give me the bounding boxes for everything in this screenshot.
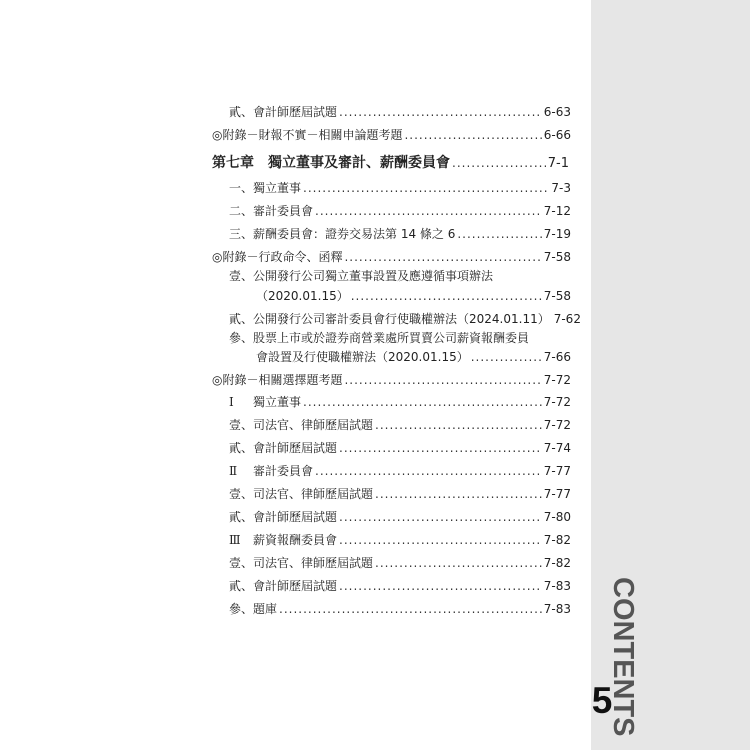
dot-leader xyxy=(339,440,542,456)
chapter-title: 第七章 獨立董事及審計、薪酬委員會 xyxy=(212,155,450,171)
toc-entry-page: 7-77 xyxy=(543,487,571,501)
dot-leader xyxy=(375,486,542,502)
toc-entry-page: 7-83 xyxy=(543,602,571,616)
toc-section-entry[interactable] xyxy=(229,394,571,410)
toc-entry-page: 7-77 xyxy=(543,464,571,478)
toc-entry-page: 7-72 xyxy=(543,418,571,432)
toc-entry[interactable] xyxy=(229,311,581,327)
toc-entry[interactable] xyxy=(229,417,571,433)
toc-entry-page: 7-3 xyxy=(551,181,571,195)
toc-entry[interactable] xyxy=(229,203,571,219)
dot-leader xyxy=(375,417,542,433)
toc-entry[interactable] xyxy=(229,440,571,456)
toc-entry[interactable] xyxy=(229,180,571,196)
toc-entry-page: 7-66 xyxy=(543,350,571,364)
toc-entry[interactable] xyxy=(229,486,571,502)
toc-entry[interactable] xyxy=(256,349,571,365)
toc-entry-title: 壹、司法官、律師歷屆試題 xyxy=(229,487,374,501)
toc-entry-page: 6-63 xyxy=(543,105,571,119)
toc-entry[interactable] xyxy=(229,104,571,120)
dot-leader xyxy=(315,203,542,219)
toc-entry-title: ◎附錄－相關選擇題考題 xyxy=(212,373,343,387)
toc-section-entry[interactable] xyxy=(229,463,571,479)
toc-entry-title: 貳、會計師歷屆試題 xyxy=(229,510,338,524)
toc-entry-page: 7-58 xyxy=(543,250,571,264)
toc-entry-page: 7-74 xyxy=(543,441,571,455)
toc-section-entry[interactable] xyxy=(229,532,571,548)
toc-entry-page: 7-72 xyxy=(543,373,571,387)
toc-entry-page: 6-66 xyxy=(543,128,571,142)
dot-leader xyxy=(457,226,541,242)
contents-label: CONTENTS xyxy=(607,577,639,737)
toc-entry-title[interactable]: 參、股票上市或於證券商營業處所買賣公司薪資報酬委員 xyxy=(229,331,530,345)
toc-entry-title: 貳、會計師歷屆試題 xyxy=(229,105,338,119)
toc-entry-title: 三、薪酬委員會：證券交易法第 14 條之 6 xyxy=(229,227,456,241)
toc-entry[interactable] xyxy=(212,249,571,265)
toc-entry-title: 貳、會計師歷屆試題 xyxy=(229,579,338,593)
toc-entry[interactable] xyxy=(229,578,571,594)
toc-entry-page: 7-12 xyxy=(543,204,571,218)
toc-entry-title: ◎附錄－財報不實－相關申論題考題 xyxy=(212,128,403,142)
toc-entry-page: 7-58 xyxy=(543,289,571,303)
toc-entry-page: 7-80 xyxy=(543,510,571,524)
dot-leader xyxy=(339,104,542,120)
dot-leader xyxy=(404,127,541,143)
dot-leader xyxy=(452,155,546,171)
roman-numeral: Ⅱ xyxy=(229,464,238,478)
dot-leader xyxy=(344,372,541,388)
dot-leader xyxy=(303,394,542,410)
toc-entry-title: 參、題庫 xyxy=(229,602,278,616)
page-number: 5 xyxy=(591,680,613,721)
toc-entry[interactable] xyxy=(212,372,571,388)
toc-entry-title: 獨立董事 xyxy=(253,395,302,409)
toc-entry[interactable] xyxy=(229,509,571,525)
toc-entry-title: 壹、司法官、律師歷屆試題 xyxy=(229,556,374,570)
toc-entry[interactable] xyxy=(229,601,571,617)
toc-entry-title: 審計委員會 xyxy=(253,464,314,478)
toc-entry-page: 7-62 xyxy=(553,312,581,326)
toc-entry-title: ◎附錄－行政命令、函釋 xyxy=(212,250,343,264)
toc-entry-page: 7-19 xyxy=(543,227,571,241)
roman-numeral: Ⅰ xyxy=(229,395,234,409)
toc-entry-page: 7-72 xyxy=(543,395,571,409)
dot-leader xyxy=(471,349,542,365)
dot-leader xyxy=(339,578,542,594)
roman-numeral: Ⅲ xyxy=(229,533,241,547)
dot-leader xyxy=(339,509,542,525)
toc-entry-page: 7-82 xyxy=(543,556,571,570)
dot-leader xyxy=(303,180,549,196)
dot-leader xyxy=(375,555,542,571)
toc-entry[interactable] xyxy=(229,226,571,242)
toc-entry[interactable] xyxy=(256,288,571,304)
dot-leader xyxy=(339,532,542,548)
dot-leader xyxy=(279,601,542,617)
toc-entry-page: 7-83 xyxy=(543,579,571,593)
toc-entry-title: 貳、公開發行公司審計委員會行使職權辦法（2024.01.11） xyxy=(229,312,550,326)
toc-entry-title: 貳、會計師歷屆試題 xyxy=(229,441,338,455)
toc-entry-title[interactable]: 壹、公開發行公司獨立董事設置及應遵循事項辦法 xyxy=(229,269,494,283)
toc-chapter-entry[interactable] xyxy=(212,155,569,172)
toc-entry-title: 薪資報酬委員會 xyxy=(253,533,338,547)
dot-leader xyxy=(344,249,541,265)
toc-entry-page: 7-82 xyxy=(543,533,571,547)
toc-entry[interactable] xyxy=(212,127,571,143)
dot-leader xyxy=(351,288,542,304)
toc-entry-title: 二、審計委員會 xyxy=(229,204,314,218)
toc-entry[interactable] xyxy=(229,555,571,571)
toc-entry-title-continued: （2020.01.15） xyxy=(256,289,349,303)
dot-leader xyxy=(315,463,542,479)
toc-entry-title-continued: 會設置及行使職權辦法（2020.01.15） xyxy=(256,350,469,364)
toc-entry-page: 7-1 xyxy=(547,156,569,171)
toc-entry-title: 一、獨立董事 xyxy=(229,181,302,195)
toc-entry-title: 壹、司法官、律師歷屆試題 xyxy=(229,418,374,432)
